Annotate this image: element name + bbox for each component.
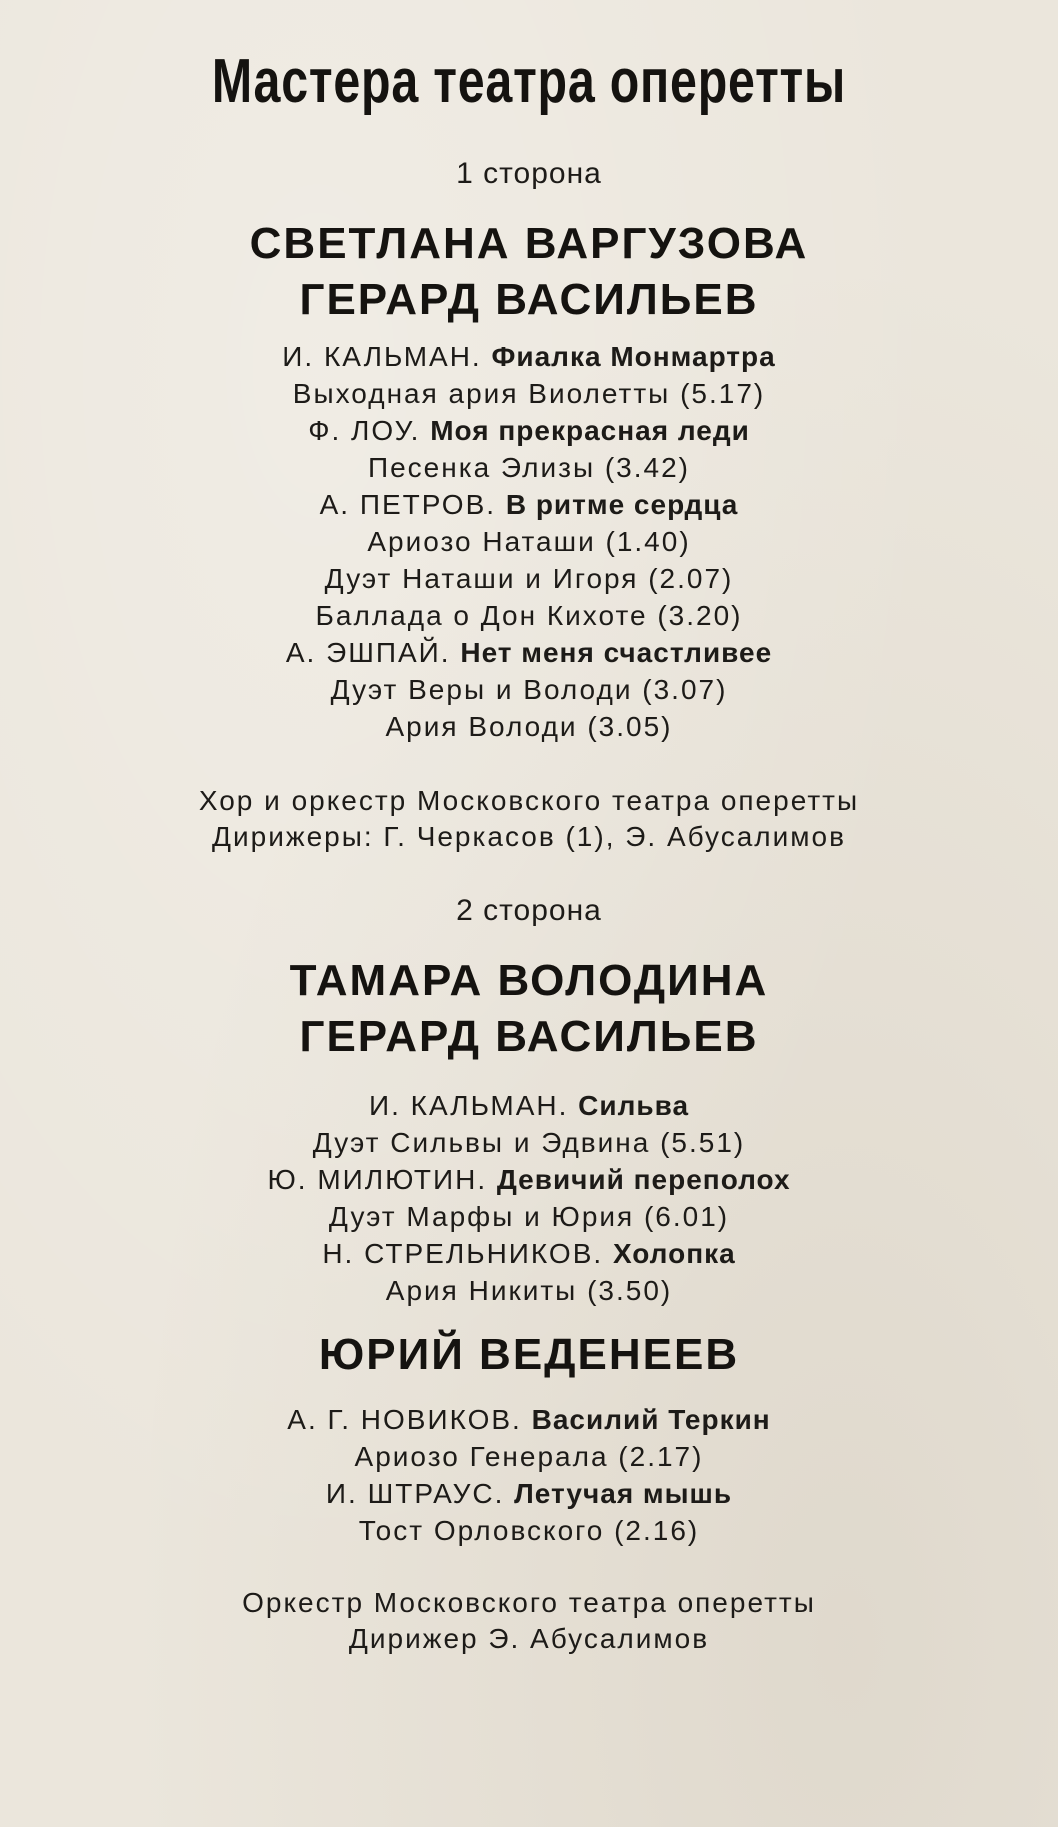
composer-name: И. КАЛЬМАН. — [368, 1090, 569, 1121]
work-title: Холопка — [612, 1238, 736, 1269]
side-2-tracklist-part-2 — [0, 1401, 1058, 1549]
composer-name: Ф. ЛОУ. — [308, 415, 421, 446]
side-2-conductor: Дирижер Э. Абусалимов — [348, 1623, 710, 1654]
work-heading — [0, 486, 1058, 523]
composer-name: Н. СТРЕЛЬНИКОВ. — [322, 1238, 604, 1269]
artist-name: ЮРИЙ ВЕДЕНЕЕВ — [318, 1330, 740, 1379]
work-heading — [0, 338, 1058, 375]
side-1-performers: Хор и оркестр Московского театра оперетты — [198, 785, 860, 816]
work-heading — [0, 1161, 1058, 1198]
track-item: Баллада о Дон Кихоте (3.20) — [315, 600, 743, 631]
work-heading — [0, 1401, 1058, 1438]
track-item: Тост Орловского (2.16) — [358, 1515, 700, 1546]
track-item: Ариозо Генерала (2.17) — [354, 1441, 704, 1472]
artist-name: ГЕРАРД ВАСИЛЬЕВ — [299, 275, 759, 324]
track-item: Ариозо Наташи (1.40) — [367, 526, 691, 557]
composer-name: А. ЭШПАЙ. — [285, 637, 451, 668]
artist-name: ГЕРАРД ВАСИЛЬЕВ — [299, 1012, 759, 1061]
side-1-artists — [0, 216, 1058, 328]
work-title: Моя прекрасная леди — [430, 415, 750, 446]
artist-name: СВЕТЛАНА ВАРГУЗОВА — [249, 219, 809, 268]
work-title: Василий Теркин — [531, 1404, 771, 1435]
work-heading — [0, 1087, 1058, 1124]
side-2-label: 2 сторона — [456, 894, 602, 927]
track-item: Дуэт Сильвы и Эдвина (5.51) — [312, 1127, 746, 1158]
track-item: Дуэт Марфы и Юрия (6.01) — [328, 1201, 730, 1232]
work-heading — [0, 1235, 1058, 1272]
track-item: Выходная ария Виолетты (5.17) — [292, 378, 766, 409]
track-item: Ария Володи (3.05) — [385, 711, 673, 742]
composer-name: А. ПЕТРОВ. — [319, 489, 497, 520]
work-heading — [0, 634, 1058, 671]
track-item: Дуэт Наташи и Игоря (2.07) — [324, 563, 734, 594]
side-1-conductors: Дирижеры: Г. Черкасов (1), Э. Абусалимов — [212, 821, 846, 852]
work-title: Фиалка Монмартра — [491, 341, 776, 372]
work-title: Летучая мышь — [514, 1478, 733, 1509]
side-2-tracklist — [0, 1087, 1058, 1309]
track-item: Дуэт Веры и Володи (3.07) — [330, 674, 728, 705]
side-2-performers: Оркестр Московского театра оперетты — [242, 1587, 816, 1618]
composer-name: И. ШТРАУС. — [325, 1478, 505, 1509]
composer-name: И. КАЛЬМАН. — [282, 341, 482, 372]
work-title: Сильва — [578, 1090, 690, 1121]
composer-name: Ю. МИЛЮТИН. — [267, 1164, 488, 1195]
side-1-label: 1 сторона — [456, 157, 602, 190]
side-2-artists — [0, 953, 1058, 1065]
work-heading — [0, 1475, 1058, 1512]
track-item: Ария Никиты (3.50) — [385, 1275, 673, 1306]
album-title: Мастера театра оперетты — [211, 47, 847, 116]
track-item: Песенка Элизы (3.42) — [367, 452, 690, 483]
work-title: Нет меня счастливее — [460, 637, 773, 668]
side-1-tracklist — [0, 338, 1058, 745]
composer-name: А. Г. НОВИКОВ. — [287, 1404, 522, 1435]
work-heading — [0, 412, 1058, 449]
work-title: Девичий переполох — [496, 1164, 791, 1195]
work-title: В ритме сердца — [505, 489, 739, 520]
artist-name: ТАМАРА ВОЛОДИНА — [289, 956, 769, 1005]
